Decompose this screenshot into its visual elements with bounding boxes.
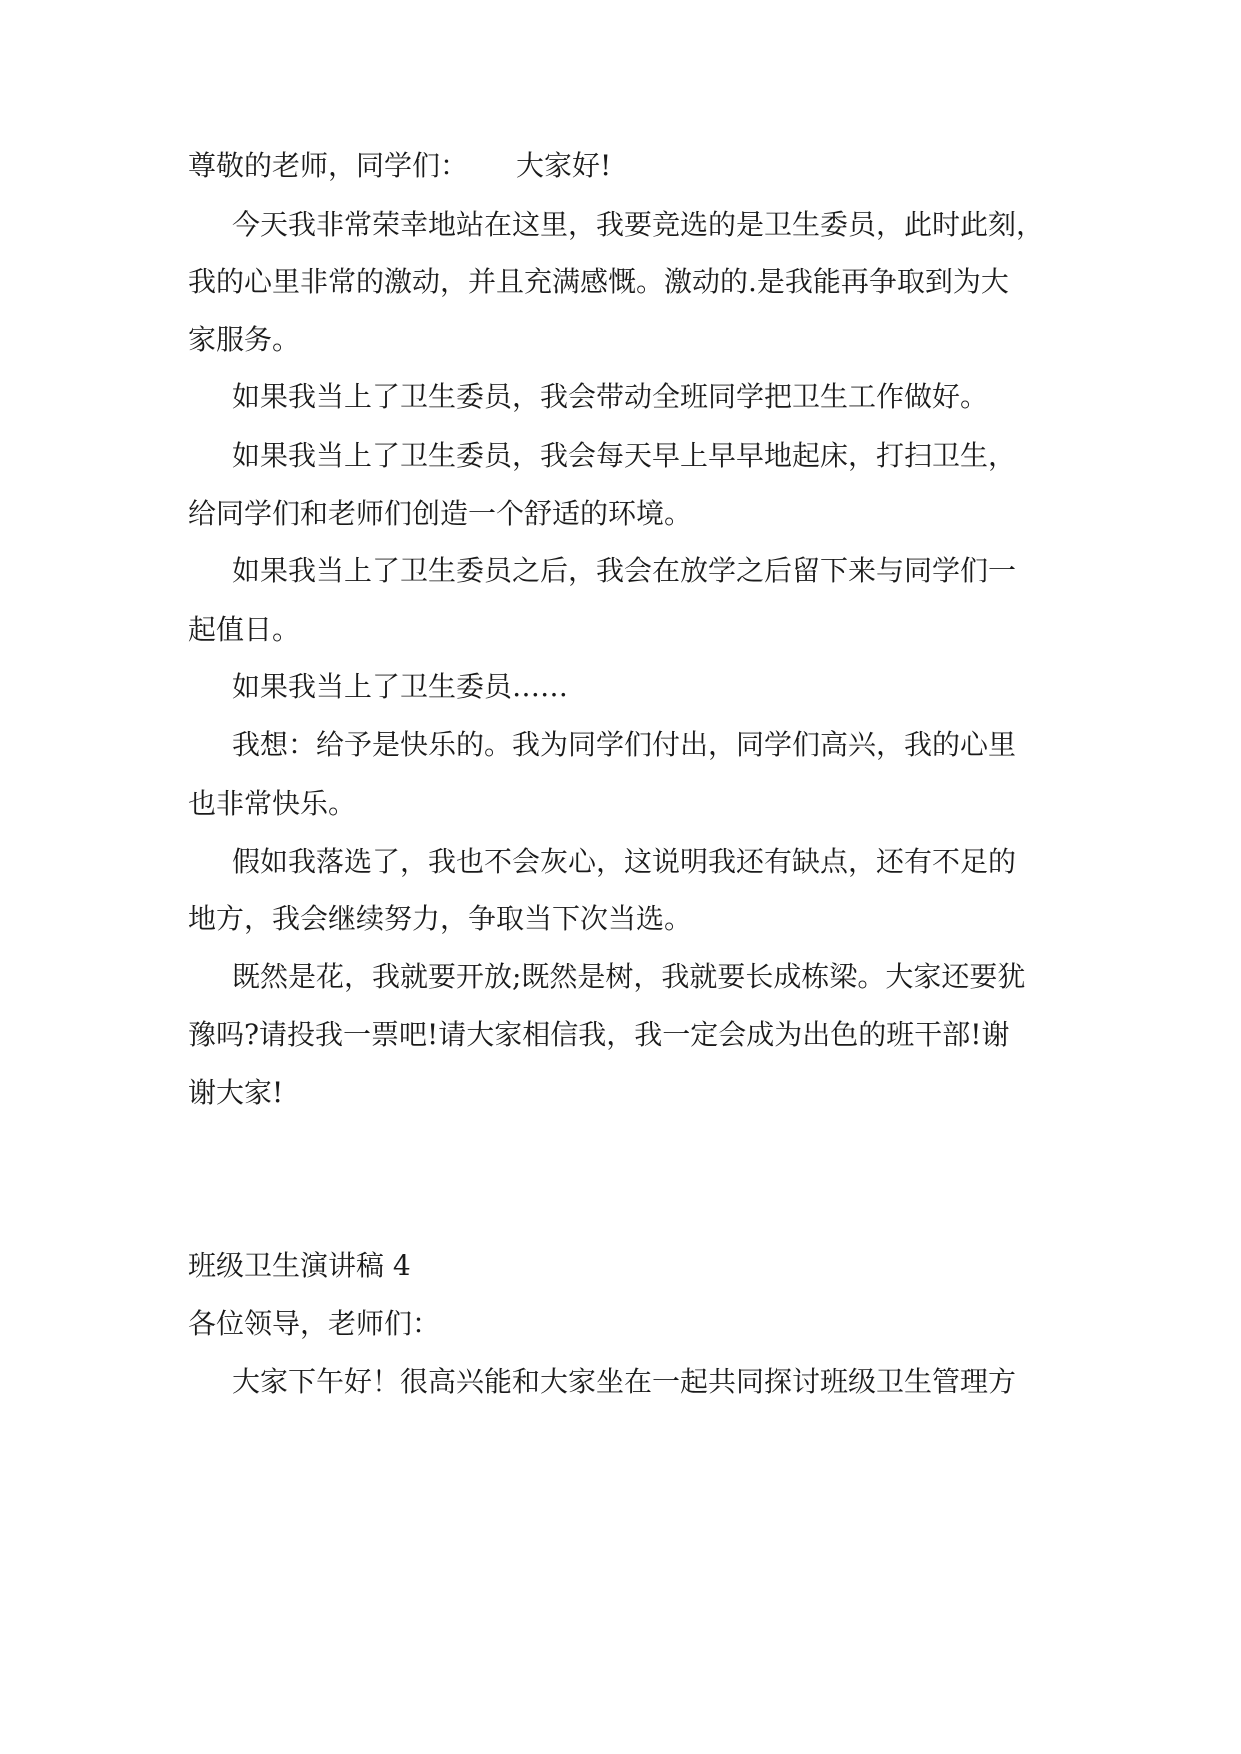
- paragraph-line: 也非常快乐。: [188, 787, 357, 820]
- paragraph-line: 既然是花，我就要开放;既然是树，我就要长成栋梁。大家还要犹: [232, 960, 1026, 993]
- paragraph-line: 谢大家!: [188, 1076, 284, 1109]
- salutation-line: 各位领导，老师们：: [188, 1307, 441, 1340]
- greeting-line: [188, 146, 1068, 186]
- paragraph-line: 如果我当上了卫生委员，我会带动全班同学把卫生工作做好。: [232, 380, 989, 413]
- paragraph-line: 如果我当上了卫生委员，我会每天早上早早地起床，打扫卫生，: [232, 439, 1017, 472]
- paragraph-line: 家服务。: [188, 323, 301, 356]
- paragraph-line: 地方，我会继续努力，争取当下次当选。: [188, 902, 693, 935]
- paragraph-line: 如果我当上了卫生委员……: [232, 670, 569, 703]
- paragraph-line: 给同学们和老师们创造一个舒适的环境。: [188, 497, 693, 530]
- greeting-salutation: 尊敬的老师，同学们：: [188, 149, 469, 182]
- paragraph-line: 我的心里非常的激动，并且充满感慨。激动的.是我能再争取到为大: [188, 265, 1009, 298]
- paragraph-line: 大家下午好！很高兴能和大家坐在一起共同探讨班级卫生管理方: [232, 1365, 1017, 1398]
- paragraph-line: 假如我落选了，我也不会灰心，这说明我还有缺点，还有不足的: [232, 845, 1017, 878]
- greeting-hello: 大家好!: [516, 149, 612, 182]
- paragraph-line: 如果我当上了卫生委员之后，我会在放学之后留下来与同学们一: [232, 554, 1017, 587]
- paragraph-line: 起值日。: [188, 613, 301, 646]
- paragraph-line: 我想：给予是快乐的。我为同学们付出，同学们高兴，我的心里: [232, 728, 1017, 761]
- section-title: 班级卫生演讲稿 4: [188, 1249, 411, 1282]
- paragraph-line: 豫吗?请投我一票吧!请大家相信我，我一定会成为出色的班干部!谢: [188, 1018, 1010, 1051]
- paragraph-line: 今天我非常荣幸地站在这里，我要竞选的是卫生委员，此时此刻，: [232, 208, 1045, 241]
